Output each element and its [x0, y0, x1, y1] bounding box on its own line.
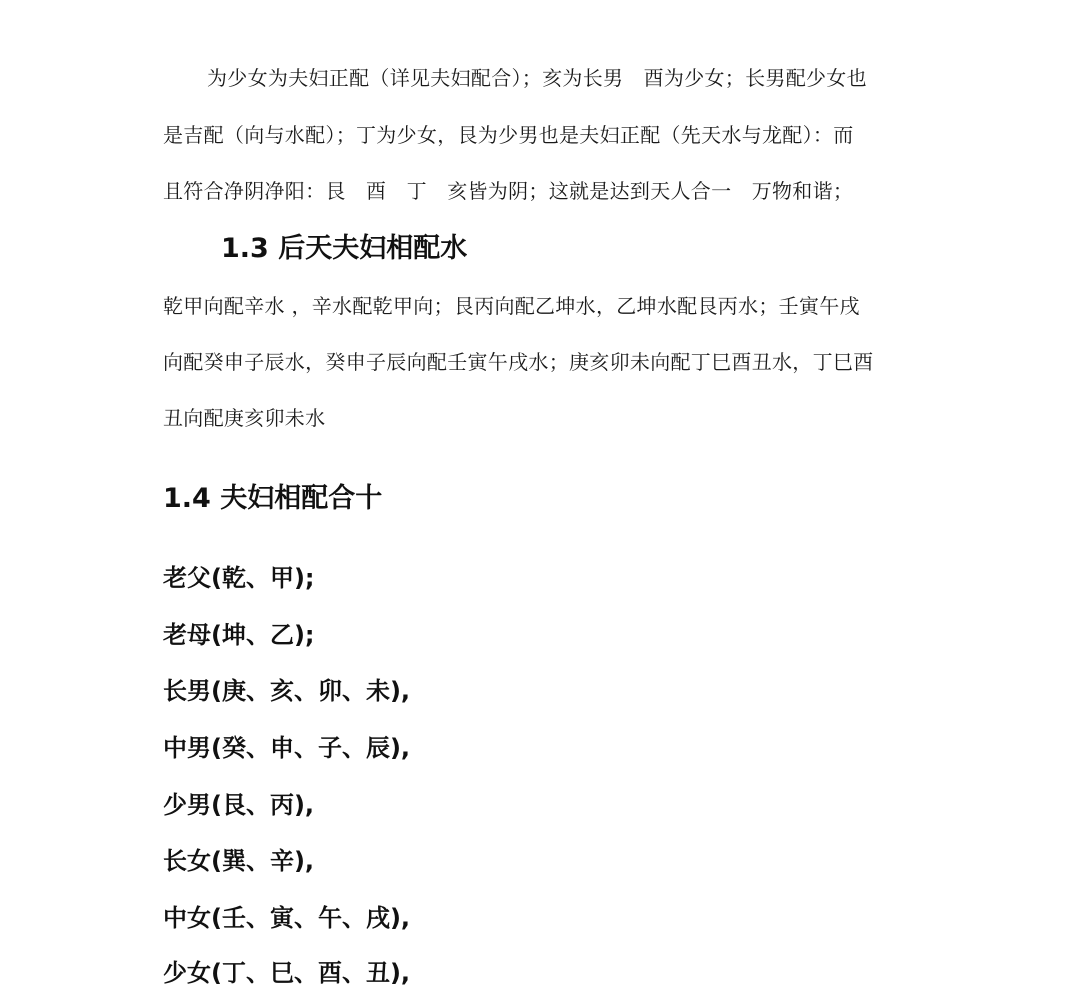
section13-line-2: 向配癸申子辰水，癸申子辰向配壬寅午戌水；庚亥卯未向配丁巳酉丑水，丁巳酉: [163, 350, 874, 374]
list-item-laomu: 老母(坤、乙);: [163, 621, 315, 649]
paragraph-line-3: 且符合净阴净阳：艮 酉 丁 亥皆为阴；这就是达到天人合一 万物和谐；: [163, 179, 854, 203]
list-item-zhongnv: 中女(壬、寅、午、戌),: [163, 904, 411, 932]
section-heading-1-3: 1.3 后天夫妇相配水: [221, 233, 468, 264]
list-item-zhangnan: 长男(庚、亥、卯、未),: [163, 677, 411, 705]
list-item-zhangnv: 长女(巽、辛),: [163, 847, 315, 875]
paragraph-line-2: 是吉配（向与水配）；丁为少女，艮为少男也是夫妇正配（先天水与龙配）：而: [163, 123, 854, 147]
list-item-shaonan: 少男(艮、丙),: [163, 791, 315, 819]
paragraph-line-1: 为少女为夫妇正配（详见夫妇配合）；亥为长男 酉为少女；长男配少女也: [207, 66, 867, 90]
list-item-shaonv: 少女(丁、巳、酉、丑),: [163, 959, 411, 987]
section13-line-1: 乾甲向配辛水 ，辛水配乾甲向；艮丙向配乙坤水，乙坤水配艮丙水；壬寅午戌: [163, 294, 860, 318]
section13-line-3: 丑向配庚亥卯未水: [163, 406, 326, 430]
list-item-laofu: 老父(乾、甲);: [163, 564, 315, 592]
section-heading-1-4: 1.4 夫妇相配合十: [163, 483, 383, 514]
list-item-zhongnan: 中男(癸、申、子、辰),: [163, 734, 411, 762]
